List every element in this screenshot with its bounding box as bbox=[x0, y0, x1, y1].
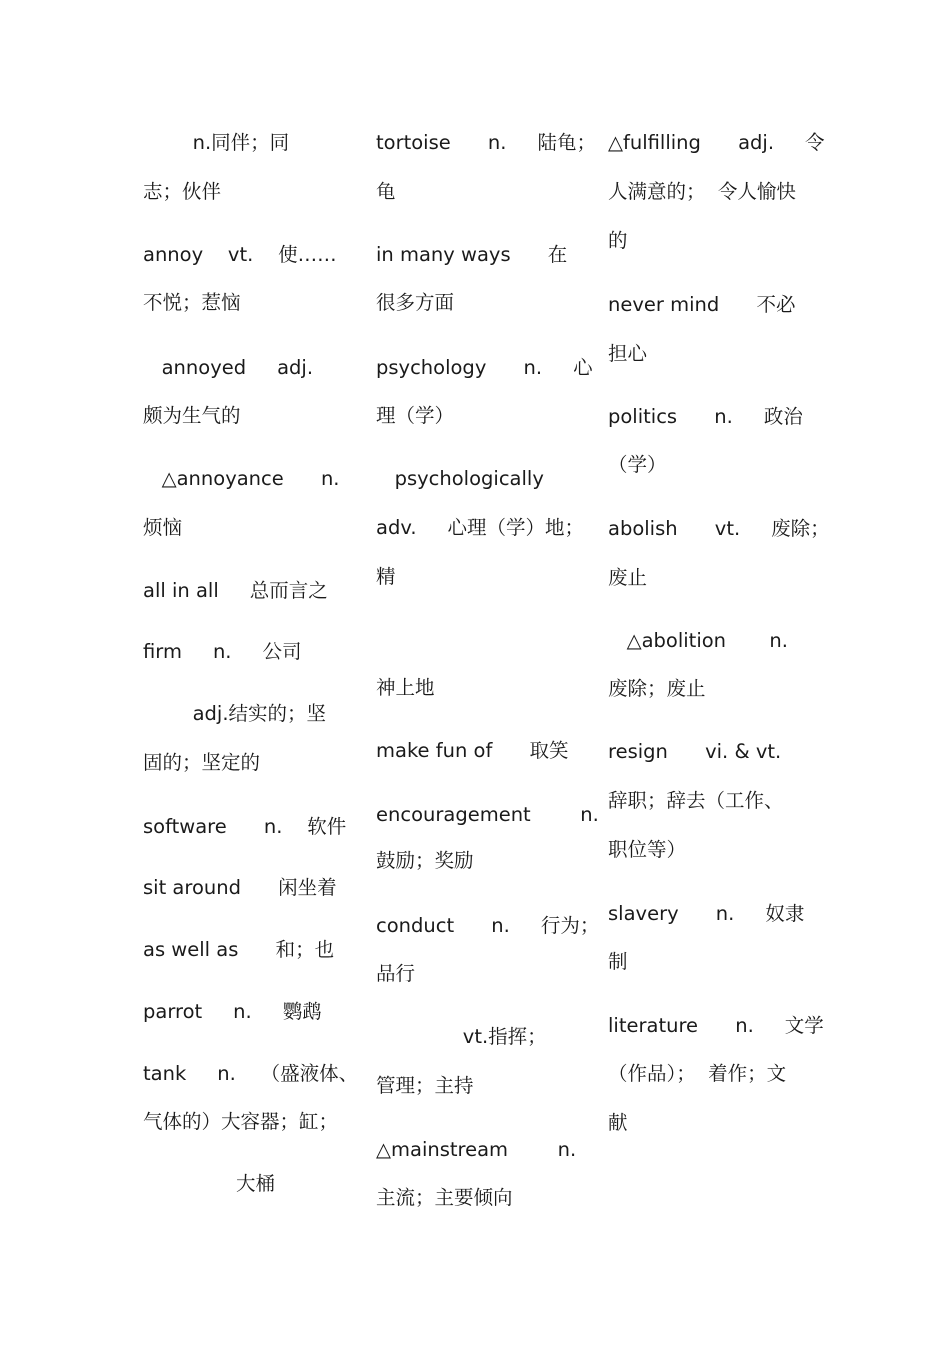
text-line: encouragement n. bbox=[376, 803, 599, 826]
text-line: literature n. 文学 bbox=[608, 1014, 824, 1037]
text-line: tank n. （盛液体、 bbox=[143, 1062, 359, 1085]
text-line: 主流；主要倾向 bbox=[376, 1186, 513, 1209]
text-line: n.同伴；同 bbox=[143, 131, 290, 154]
text-line: software n. 软件 bbox=[143, 815, 347, 838]
text-line: 大桶 bbox=[143, 1172, 275, 1195]
text-line: （学） bbox=[608, 453, 667, 476]
text-line: 职位等） bbox=[608, 838, 687, 861]
text-line: tortoise n. 陆龟； bbox=[376, 131, 596, 154]
text-line: 废止 bbox=[608, 566, 648, 589]
text-line: all in all 总而言之 bbox=[143, 579, 328, 602]
text-line: △mainstream n. bbox=[376, 1138, 577, 1161]
text-line: 志；伙伴 bbox=[143, 180, 222, 203]
text-line: annoy vt. 使…… bbox=[143, 243, 337, 266]
text-line: 辞职；辞去（工作、 bbox=[608, 789, 784, 812]
text-line: vt.指挥； bbox=[376, 1025, 547, 1048]
text-line: （作品）； 着作；文 bbox=[608, 1062, 787, 1085]
text-line: 品行 bbox=[376, 962, 416, 985]
text-line: △fulfilling adj. 令 bbox=[608, 131, 825, 154]
text-line: 气体的）大容器；缸； bbox=[143, 1110, 339, 1133]
text-line: 理（学） bbox=[376, 404, 455, 427]
text-line: 龟 bbox=[376, 180, 396, 203]
text-line: 神上地 bbox=[376, 676, 435, 699]
text-line: 精 bbox=[376, 565, 396, 588]
text-line: abolish vt. 废除； bbox=[608, 517, 830, 540]
text-line: 管理；主持 bbox=[376, 1074, 474, 1097]
text-line: make fun of 取笑 bbox=[376, 739, 569, 762]
text-line: 的 bbox=[608, 229, 628, 252]
text-line: 制 bbox=[608, 950, 628, 973]
text-line: psychology n. 心 bbox=[376, 356, 593, 379]
text-line: △abolition n. bbox=[608, 629, 788, 652]
text-line: slavery n. 奴隶 bbox=[608, 902, 805, 925]
text-line: adj.结实的；坚 bbox=[143, 702, 327, 725]
text-line: firm n. 公司 bbox=[143, 640, 302, 663]
text-line: adv. 心理（学）地； bbox=[376, 516, 585, 539]
text-line: 献 bbox=[608, 1111, 628, 1134]
text-line: 颇为生气的 bbox=[143, 404, 241, 427]
text-line: sit around 闲坐着 bbox=[143, 876, 337, 899]
text-line: in many ways 在 bbox=[376, 243, 568, 266]
text-line: conduct n. 行为； bbox=[376, 914, 600, 937]
text-line: 鼓励；奖励 bbox=[376, 849, 474, 872]
text-line: parrot n. 鹦鹉 bbox=[143, 1000, 322, 1023]
text-line: 担心 bbox=[608, 342, 648, 365]
text-line: △annoyance n. bbox=[143, 467, 340, 490]
text-line: as well as 和；也 bbox=[143, 938, 335, 961]
text-line: 固的；坚定的 bbox=[143, 751, 261, 774]
text-line: 烦恼 bbox=[143, 516, 183, 539]
text-line: psychologically bbox=[376, 467, 544, 490]
text-line: 废除；废止 bbox=[608, 677, 706, 700]
text-line: 不悦；惹恼 bbox=[143, 291, 241, 314]
text-line: annoyed adj. bbox=[143, 356, 314, 379]
text-line: 人满意的； 令人愉快 bbox=[608, 180, 796, 203]
text-line: politics n. 政治 bbox=[608, 405, 803, 428]
text-line: 很多方面 bbox=[376, 291, 455, 314]
text-line: resign vi. & vt. bbox=[608, 740, 782, 763]
text-line: never mind 不必 bbox=[608, 293, 796, 316]
